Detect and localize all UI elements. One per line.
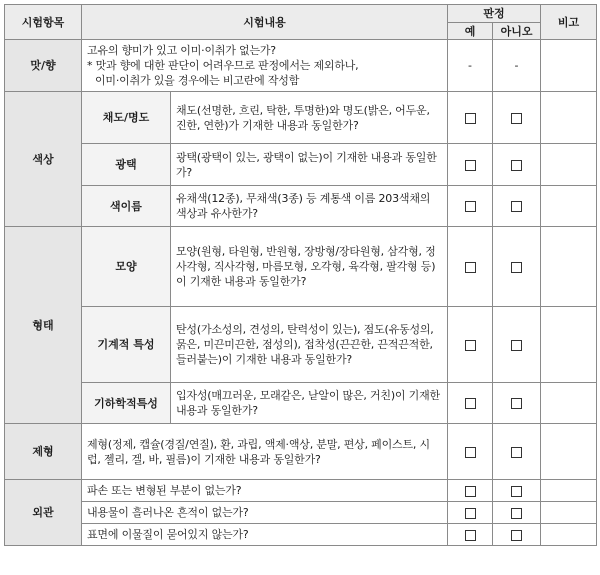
dosage-remarks[interactable] (541, 424, 597, 480)
geometric-no-checkbox[interactable] (511, 398, 522, 409)
header-judgement: 판정 (448, 5, 541, 23)
dosage-yes-checkbox[interactable] (465, 447, 476, 458)
color-name-text: 유채색(12종), 무채색(3종) 등 계통색 이름 203색채의 색상과 유사한가? (171, 186, 448, 227)
mechanical-yes-checkbox[interactable] (465, 340, 476, 351)
appearance-2-yes-checkbox[interactable] (465, 508, 476, 519)
inspection-table (4, 4, 597, 546)
appearance-3-remarks[interactable] (541, 524, 597, 546)
mechanical-remarks[interactable] (541, 307, 597, 383)
category-form: 형태 (5, 227, 82, 424)
row-appearance-3 (5, 524, 597, 546)
geometric-remarks[interactable] (541, 383, 597, 424)
appearance-1-remarks[interactable] (541, 480, 597, 502)
category-color: 색상 (5, 92, 82, 227)
header-remarks: 비고 (541, 5, 597, 40)
row-form-geometric (5, 383, 597, 424)
taste-line-3: 이미·이취가 있을 경우에는 비고란에 작성함 (95, 74, 300, 87)
row-color-name (5, 186, 597, 227)
appearance-1-yes-checkbox[interactable] (465, 486, 476, 497)
appearance-3-yes-checkbox[interactable] (465, 530, 476, 541)
header-no: 아니오 (493, 23, 541, 40)
header-yes: 예 (448, 23, 493, 40)
row-form-shape (5, 227, 597, 307)
appearance-item-1: 파손 또는 변형된 부분이 없는가? (82, 480, 448, 502)
label-color-name: 색이름 (82, 186, 171, 227)
appearance-item-2: 내용물이 흘러나온 흔적이 없는가? (82, 502, 448, 524)
shape-yes-checkbox[interactable] (465, 262, 476, 273)
row-color-chroma (5, 92, 597, 144)
taste-line-1: 고유의 향미가 있고 이미·이취가 없는가? (87, 44, 276, 57)
label-geometric: 기하학적특성 (82, 383, 171, 424)
shape-no-checkbox[interactable] (511, 262, 522, 273)
category-appearance: 외관 (5, 480, 82, 546)
row-appearance-2 (5, 502, 597, 524)
row-taste (5, 40, 597, 92)
category-dosage: 제형 (5, 424, 82, 480)
label-gloss: 광택 (82, 144, 171, 186)
dosage-no-checkbox[interactable] (511, 447, 522, 458)
row-appearance-1 (5, 480, 597, 502)
shape-remarks[interactable] (541, 227, 597, 307)
label-shape: 모양 (82, 227, 171, 307)
taste-yes-dash: - (448, 40, 493, 92)
chroma-remarks[interactable] (541, 92, 597, 144)
appearance-1-no-checkbox[interactable] (511, 486, 522, 497)
appearance-2-no-checkbox[interactable] (511, 508, 522, 519)
geometric-yes-checkbox[interactable] (465, 398, 476, 409)
color-name-yes-checkbox[interactable] (465, 201, 476, 212)
label-chroma: 채도/명도 (82, 92, 171, 144)
gloss-yes-checkbox[interactable] (465, 160, 476, 171)
appearance-3-no-checkbox[interactable] (511, 530, 522, 541)
taste-remarks[interactable] (541, 40, 597, 92)
color-name-no-checkbox[interactable] (511, 201, 522, 212)
taste-line-2: * 맛과 향에 대한 판단이 어려우므로 판정에서는 제외하나, (87, 59, 359, 72)
chroma-no-checkbox[interactable] (511, 113, 522, 124)
header-test-item: 시험항목 (5, 5, 82, 40)
gloss-remarks[interactable] (541, 144, 597, 186)
taste-content (82, 40, 448, 92)
row-color-gloss (5, 144, 597, 186)
color-name-remarks[interactable] (541, 186, 597, 227)
row-dosage (5, 424, 597, 480)
chroma-text: 채도(선명한, 흐린, 탁한, 투명한)와 명도(밝은, 어두운, 진한, 연한)가 기재한 내용과 동일한가? (171, 92, 448, 144)
appearance-item-3: 표면에 이물질이 묻어있지 않는가? (82, 524, 448, 546)
gloss-text: 광택(광택이 있는, 광택이 없는)이 기재한 내용과 동일한가? (171, 144, 448, 186)
chroma-yes-checkbox[interactable] (465, 113, 476, 124)
category-taste: 맛/향 (5, 40, 82, 92)
dosage-text: 제형(정제, 캡슐(경질/연질), 환, 과립, 액제·액상, 분말, 편상, 페이스트, 시럽, 젤리, 겔, 바, 필름)이 기재한 내용과 동일한가? (82, 424, 448, 480)
geometric-text: 입자성(매끄러운, 모래같은, 낟알이 많은, 거친)이 기재한 내용과 동일한가? (171, 383, 448, 424)
appearance-2-remarks[interactable] (541, 502, 597, 524)
gloss-no-checkbox[interactable] (511, 160, 522, 171)
row-form-mechanical (5, 307, 597, 383)
taste-no-dash: - (493, 40, 541, 92)
label-mechanical: 기계적 특성 (82, 307, 171, 383)
mechanical-text: 탄성(가소성의, 견성의, 탄력성이 있는), 점도(유동성의, 묽은, 미끈미끈한, 점성의), 접착성(끈끈한, 끈적끈적한, 들러붙는)이 기재한 내용과 동일한가? (171, 307, 448, 383)
header-test-content: 시험내용 (82, 5, 448, 40)
mechanical-no-checkbox[interactable] (511, 340, 522, 351)
shape-text: 모양(원형, 타원형, 반원형, 장방형/장타원형, 삼각형, 정사각형, 직사각형, 마름모형, 오각형, 육각형, 팔각형 등)이 기재한 내용과 동일한가? (171, 227, 448, 307)
